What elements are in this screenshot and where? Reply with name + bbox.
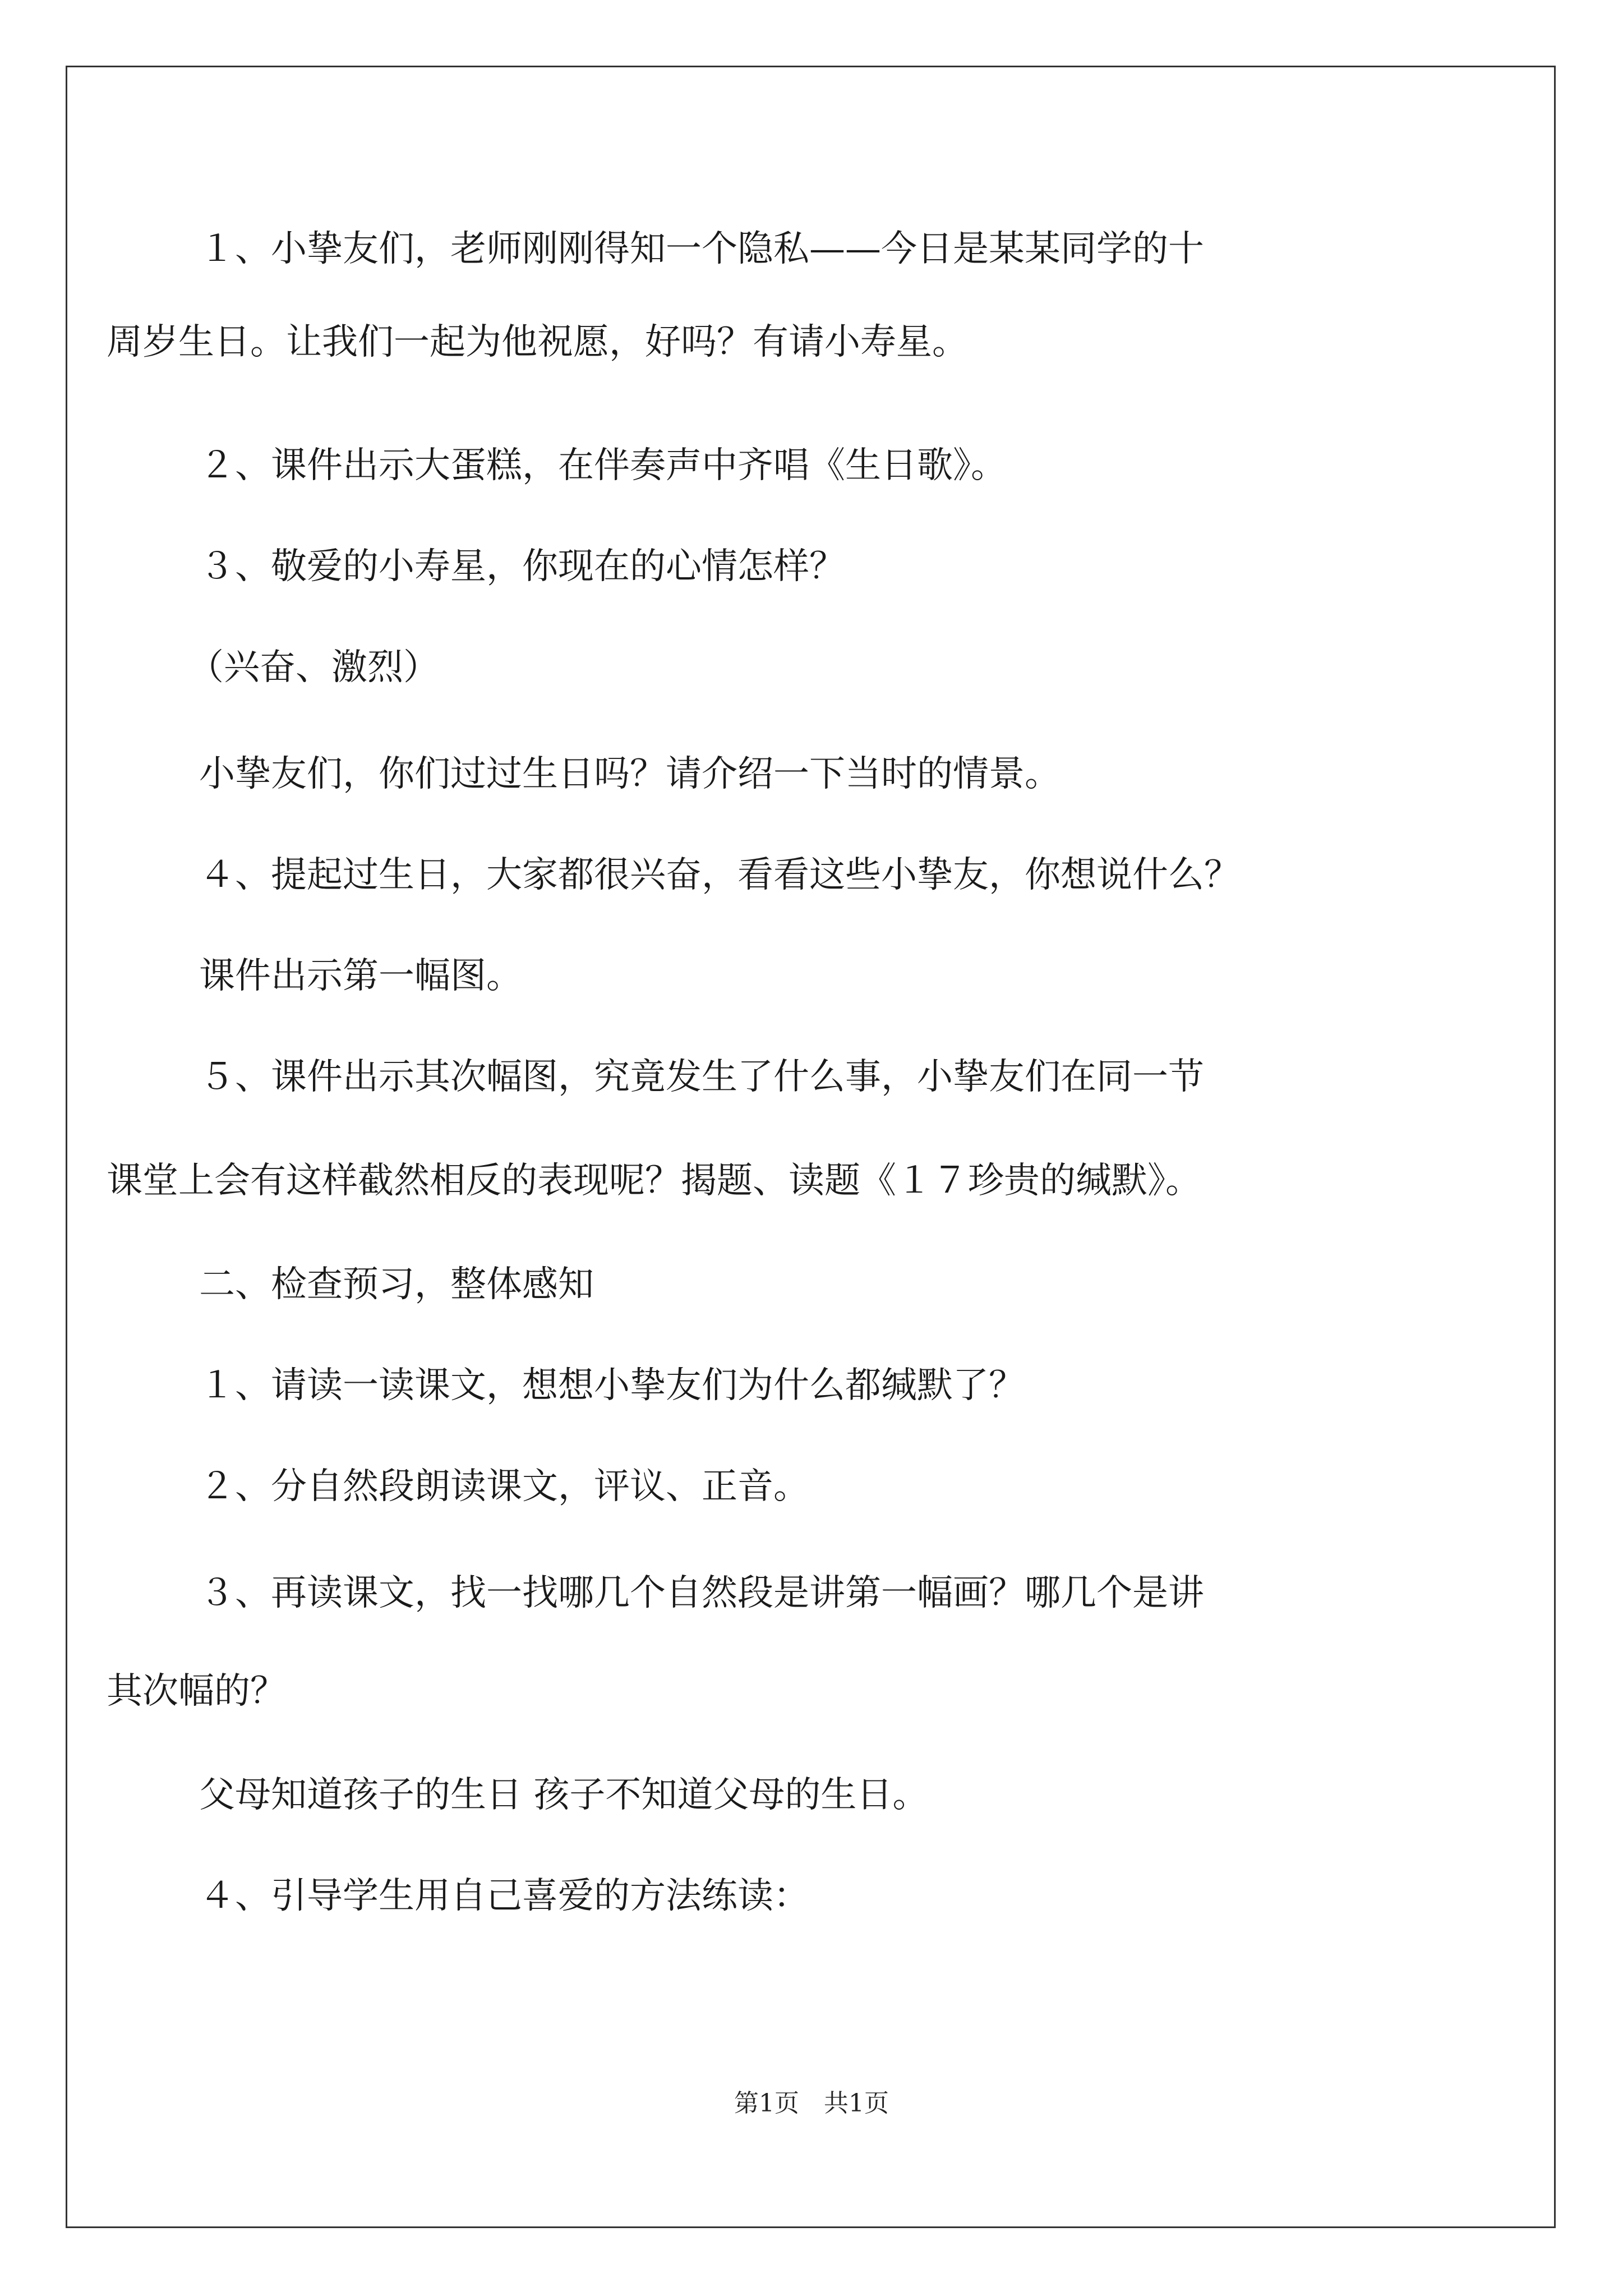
- paragraph-line: １、请读一读课文，想想小挚友们为什么都缄默了？: [199, 1365, 1025, 1406]
- paragraph-line: 课件出示第一幅图。: [199, 955, 522, 997]
- paragraph-line: 其次幅的？: [107, 1671, 286, 1712]
- paragraph-line: ４、引导学生用自己喜爱的方法练读：: [199, 1875, 809, 1917]
- paragraph-line: 课堂上会有这样截然相反的表现呢？揭题、读题《１７珍贵的缄默》。: [107, 1160, 1201, 1202]
- paragraph-line: ２、分自然段朗读课文，评议、正音。: [199, 1466, 809, 1507]
- paragraph-line: ５、课件出示其次幅图，究竟发生了什么事，小挚友们在同一节: [199, 1056, 1204, 1098]
- paragraph-line: 父母知道孩子的生日 孩子不知道父母的生日。: [199, 1774, 929, 1816]
- page-footer: 第1页 共1页: [734, 2089, 889, 2118]
- section-heading: 二、检查预习，整体感知: [199, 1264, 594, 1305]
- paragraph-line: １、小挚友们，老师刚刚得知一个隐私——今日是某某同学的十: [199, 228, 1204, 270]
- paragraph-line: ４、提起过生日，大家都很兴奋，看看这些小挚友，你想说什么？: [199, 854, 1240, 896]
- paragraph-line: ３、敬爱的小寿星，你现在的心情怎样？: [199, 546, 845, 587]
- paragraph-line: （兴奋、激烈）: [188, 647, 439, 688]
- paragraph-line: 周岁生日。让我们一起为他祝愿，好吗？有请小寿星。: [107, 321, 968, 363]
- paragraph-line: ３、再读课文，找一找哪几个自然段是讲第一幅画？哪几个是讲: [199, 1572, 1204, 1614]
- paragraph-line: 小挚友们，你们过过生日吗？请介绍一下当时的情景。: [199, 753, 1061, 795]
- paragraph-line: ２、课件出示大蛋糕，在伴奏声中齐唱《生日歌》。: [199, 445, 1007, 486]
